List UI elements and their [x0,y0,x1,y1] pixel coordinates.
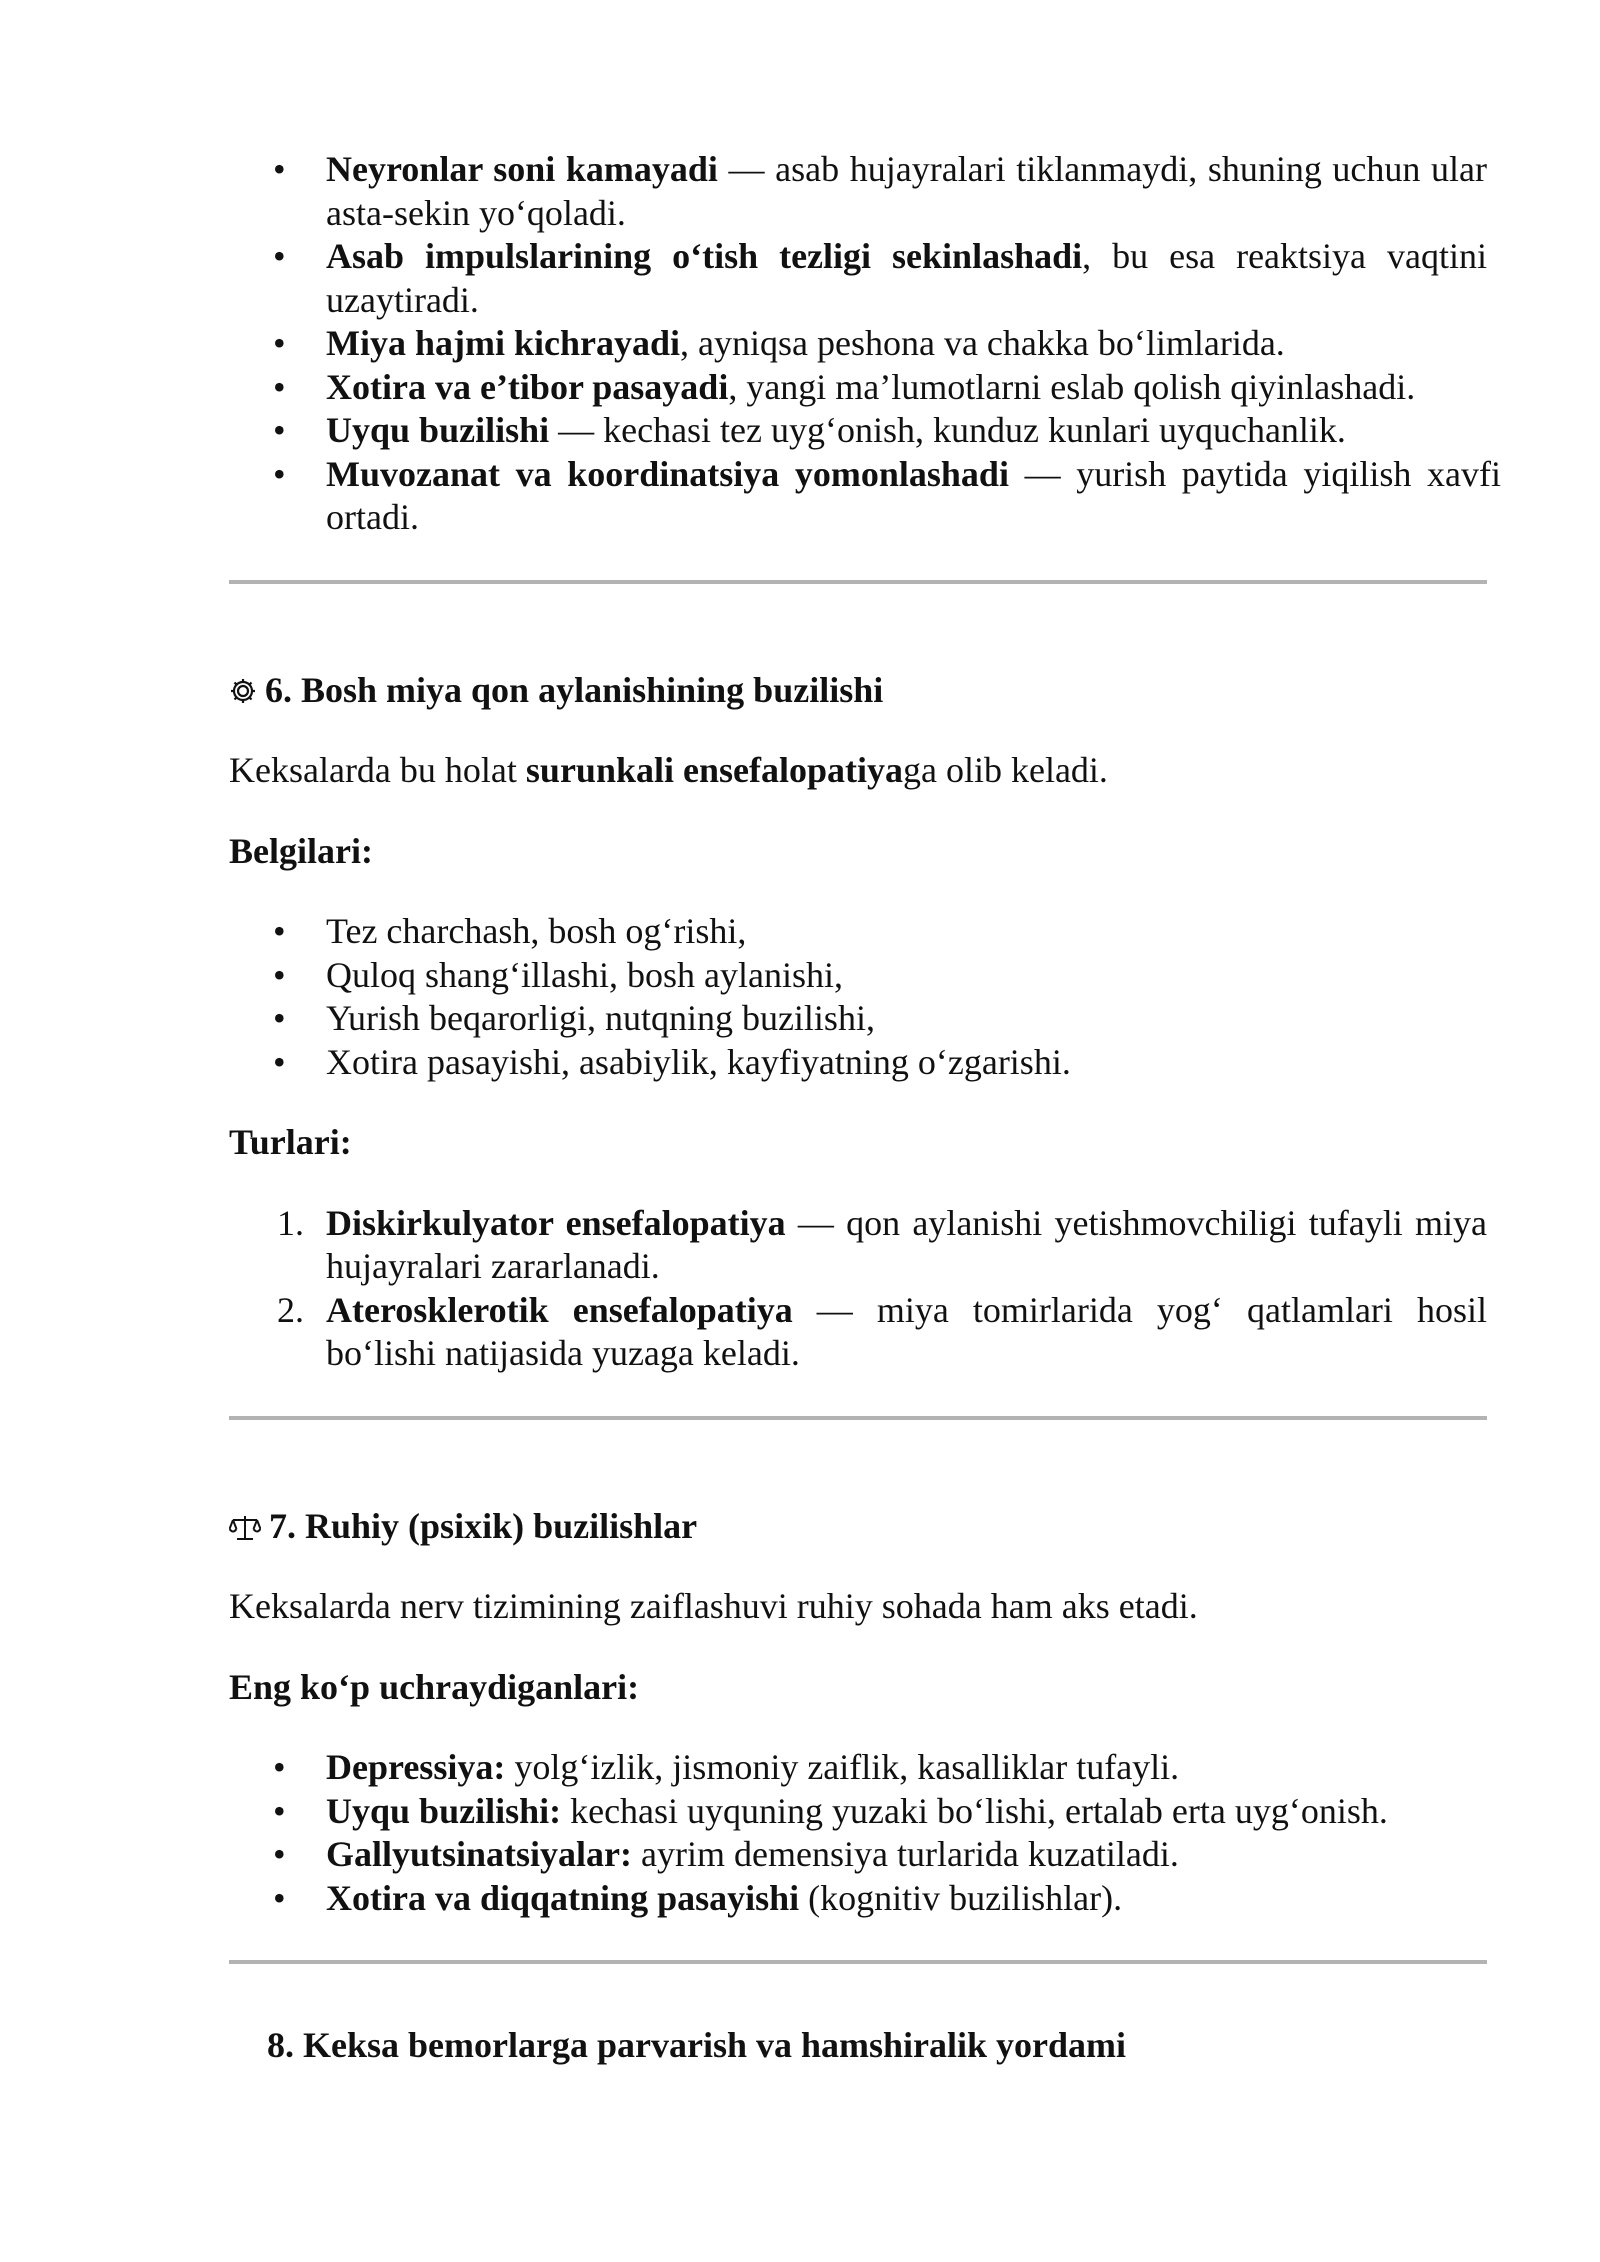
list-item: • Depressiya: yolg‘izlik, jismoniy zaiflik, kasalliklar tufayli. [229,1746,1487,1790]
list-item: • Asab impulslarining o‘tish tezligi sekinlashadi, bu esa reaktsiya vaqtini uzaytiradi. [229,235,1487,322]
list-item: • Miya hajmi kichrayadi, ayniqsa peshona va chakka bo‘limlarida. [229,322,1487,366]
section-6-intro: Keksalarda bu holat surunkali ensefalopatiyaga olib keladi. [229,750,1108,790]
section-8-heading: 8. Keksa bemorlarga parvarish va hamshiralik yordami [267,2025,1127,2065]
section-divider [229,1416,1487,1420]
list-item: • Xotira va diqqatning pasayishi (kognitiv buzilishlar). [229,1877,1487,1921]
gear-icon [229,672,257,700]
list-item: • Uyqu buzilishi: kechasi uyquning yuzaki bo‘lishi, ertalab erta uyg‘onish. [229,1790,1487,1834]
section-7-heading: 7. Ruhiy (psixik) buzilishlar [229,1505,1487,1549]
signs-list [229,910,1487,1084]
list-item: • Uyqu buzilishi — kechasi tez uyg‘onish, kunduz kunlari uyquchanlik. [229,409,1487,453]
list-item: • Neyronlar soni kamayadi — asab hujayralari tiklanmaydi, shuning uchun ular asta-sekin yo‘qoladi. [229,148,1487,235]
document-content [229,148,1501,2068]
list-item: • Xotira va e’tibor pasayadi, yangi ma’lumotlarni eslab qolish qiyinlashadi. [229,366,1487,410]
section-divider [229,1960,1487,1964]
section-6-heading: 6. Bosh miya qon aylanishining buzilishi [229,669,1487,713]
list-item: • Muvozanat va koordinatsiya yomonlashadi — yurish paytida yiqilish xavfi ortadi. [229,453,1501,540]
aging-changes-list [229,148,1501,540]
list-item: • Gallyutsinatsiyalar: ayrim demensiya turlarida kuzatiladi. [229,1833,1487,1877]
list-item: • Xotira pasayishi, asabiylik, kayfiyatning o‘zgarishi. [229,1041,1487,1085]
psychic-disorders-list [229,1746,1487,1920]
scales-icon [229,1508,261,1536]
types-list [229,1202,1487,1376]
list-item: • Quloq shang‘illashi, bosh aylanishi, [229,954,1487,998]
section-divider [229,580,1487,584]
list-item: • Tez charchash, bosh og‘rishi, [229,910,1487,954]
types-label: Turlari: [229,1122,352,1162]
list-item: • Yurish beqarorligi, nutqning buzilishi, [229,997,1487,1041]
common-label: Eng ko‘p uchraydiganlari: [229,1666,640,1707]
section-7-intro: Keksalarda nerv tizimining zaiflashuvi ruhiy sohada ham aks etadi. [229,1586,1198,1626]
list-item: 2. Aterosklerotik ensefalopatiya — miya tomirlarida yog‘ qatlamlari hosil bo‘lishi natijasida yuzaga keladi. [277,1289,1487,1373]
signs-label: Belgilari: [229,830,373,871]
list-item: 1. Diskirkulyator ensefalopatiya — qon aylanishi yetishmovchiligi tufayli miya hujayralari zararlanadi. [277,1202,1487,1286]
